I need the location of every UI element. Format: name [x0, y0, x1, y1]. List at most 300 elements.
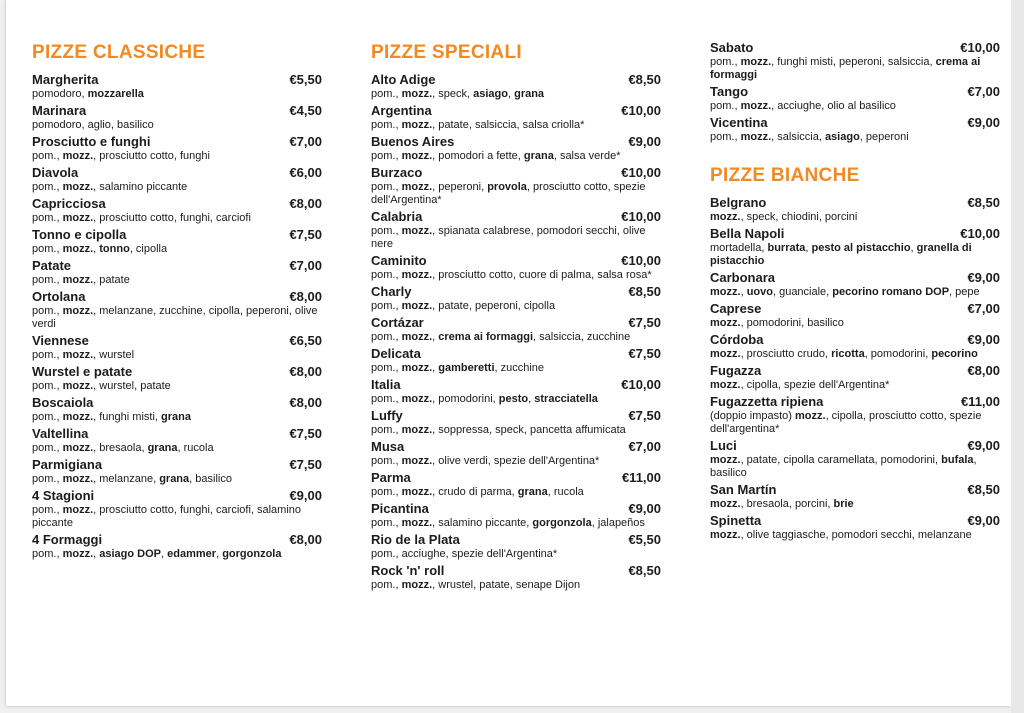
ingredient-text: , pomodorini,: [864, 348, 932, 360]
menu-item-header: [710, 40, 1000, 56]
menu-item: [32, 457, 322, 486]
menu-item-ingredients: [32, 274, 322, 287]
menu-item-header: [32, 165, 322, 181]
ingredient-highlight: crema ai formaggi: [438, 331, 534, 343]
menu-item-ingredients: [371, 579, 661, 592]
menu-item-header: [371, 209, 661, 225]
menu-item-name: Burzaco: [371, 165, 423, 180]
ingredient-text: , peperoni: [859, 131, 909, 143]
ingredient-text: , basilico: [710, 454, 977, 479]
menu-item-header: [371, 72, 661, 88]
menu-item: [32, 488, 322, 530]
menu-item-header: [371, 439, 661, 455]
ingredient-text: pom.,: [32, 212, 63, 224]
menu-item-name: Delicata: [371, 346, 421, 361]
section-spacer: [710, 146, 1000, 163]
menu-item-name: Charly: [371, 284, 412, 299]
ingredient-text: , cipolla, spezie dell'Argentina*: [740, 379, 890, 391]
menu-item-ingredients: [32, 119, 322, 132]
menu-item-price: €7,50: [628, 346, 661, 361]
menu-item-price: €7,50: [628, 408, 661, 423]
menu-item-price: €10,00: [960, 40, 1000, 55]
ingredient-text: , basilico: [189, 473, 232, 485]
ingredient-highlight: tonno: [99, 243, 130, 255]
ingredient-highlight: asiago DOP: [99, 548, 162, 560]
menu-item-header: [710, 394, 1000, 410]
ingredient-text: pom.,: [371, 119, 402, 131]
ingredient-highlight: mozz.: [62, 150, 94, 162]
menu-item-ingredients: [32, 504, 322, 530]
ingredient-text: pom.,: [710, 56, 741, 68]
menu-item-header: [371, 377, 661, 393]
ingredient-text: , patate, cipolla caramellata, pomodorini,: [740, 454, 942, 466]
ingredient-text: pom.,: [32, 150, 63, 162]
section-title: PIZZE SPECIALI: [371, 42, 522, 63]
ingredient-text: , guanciale,: [772, 286, 833, 298]
menu-item: [710, 332, 1000, 361]
menu-item-header: [32, 258, 322, 274]
ingredient-highlight: stracciatella: [534, 393, 598, 405]
menu-item-header: [371, 253, 661, 269]
ingredient-highlight: asiago: [824, 131, 860, 143]
ingredient-highlight: mozz.: [401, 181, 433, 193]
menu-item-ingredients: [371, 225, 661, 251]
menu-item-price: €9,00: [628, 134, 661, 149]
menu-item: [710, 301, 1000, 330]
ingredient-text: , prosciutto cotto, cuore di palma, salsa rosa*: [432, 269, 652, 281]
menu-item-header: [32, 227, 322, 243]
menu-item-name: Cortázar: [371, 315, 424, 330]
menu-item-ingredients: [710, 410, 1000, 436]
menu-item-header: [371, 501, 661, 517]
ingredient-text: pom.,: [32, 548, 63, 560]
ingredient-text: , melanzane, zucchine, cipolla, peperoni, olive verdi: [32, 305, 318, 330]
ingredient-text: pom.,: [32, 181, 63, 193]
menu-item-ingredients: [710, 454, 1000, 480]
menu-item-ingredients: [710, 317, 1000, 330]
menu-item: [371, 532, 661, 561]
ingredient-text: , salamino piccante: [93, 181, 188, 193]
ingredient-highlight: mozz.: [710, 379, 741, 391]
menu-item-ingredients: [32, 380, 322, 393]
ingredient-text: ,: [432, 331, 439, 343]
ingredient-text: pom.,: [32, 411, 63, 423]
ingredient-text: pom.,: [371, 150, 402, 162]
menu-item-name: Ortolana: [32, 289, 86, 304]
menu-item: [371, 103, 661, 132]
menu-item-name: Belgrano: [710, 195, 767, 210]
menu-item-header: [371, 284, 661, 300]
ingredient-highlight: gorgonzola: [222, 548, 282, 560]
menu-item-price: €9,00: [967, 438, 1000, 453]
ingredient-highlight: mozz.: [401, 269, 433, 281]
menu-item-price: €7,50: [289, 227, 322, 242]
menu-item-header: [371, 408, 661, 424]
ingredient-highlight: mozz.: [401, 225, 433, 237]
menu-item-name: Viennese: [32, 333, 89, 348]
menu-item: [32, 333, 322, 362]
ingredient-text: pom.,: [32, 349, 63, 361]
menu-item-header: [32, 457, 322, 473]
ingredient-text: , patate, salsiccia, salsa criolla*: [432, 119, 585, 131]
menu-item-name: 4 Stagioni: [32, 488, 95, 503]
menu-item: [710, 270, 1000, 299]
ingredient-highlight: pecorino: [931, 348, 978, 360]
ingredient-text: , prosciutto crudo,: [740, 348, 832, 360]
menu-item: [32, 258, 322, 287]
menu-item-header: [371, 532, 661, 548]
menu-item-price: €8,50: [628, 563, 661, 578]
ingredient-text: pomodoro, aglio, basilico: [32, 119, 154, 131]
ingredient-highlight: mozz.: [62, 349, 94, 361]
ingredient-highlight: gamberetti: [438, 362, 495, 374]
menu-item-name: Buenos Aires: [371, 134, 455, 149]
ingredient-highlight: mozz.: [740, 100, 772, 112]
ingredient-text: , spianata calabrese, pomodori secchi, olive nere: [371, 225, 646, 250]
ingredient-text: pom.,: [32, 473, 63, 485]
ingredient-text: , olive verdi, spezie dell'Argentina*: [432, 455, 600, 467]
menu-item-ingredients: [371, 393, 661, 406]
menu-item-name: Luci: [710, 438, 737, 453]
menu-item-ingredients: [371, 150, 661, 163]
ingredient-highlight: mozz.: [62, 411, 94, 423]
menu-item-ingredients: [371, 517, 661, 530]
menu-item-name: Córdoba: [710, 332, 764, 347]
ingredient-highlight: mozz.: [401, 331, 433, 343]
menu-item: [371, 165, 661, 207]
ingredient-highlight: granella di pistacchio: [710, 242, 972, 267]
ingredient-text: , crudo di parma,: [432, 486, 518, 498]
ingredient-text: , prosciutto cotto, spezie dell'Argentina*: [371, 181, 646, 206]
ingredient-text: , jalapeños: [591, 517, 645, 529]
menu-item-price: €7,50: [628, 315, 661, 330]
menu-item-ingredients: [371, 269, 661, 282]
menu-item: [32, 134, 322, 163]
ingredient-highlight: gorgonzola: [532, 517, 592, 529]
ingredient-highlight: mozz.: [62, 380, 94, 392]
menu-item-name: Prosciutto e funghi: [32, 134, 151, 149]
menu-item: [710, 115, 1000, 144]
ingredient-highlight: pecorino romano DOP: [832, 286, 950, 298]
ingredient-text: , patate: [93, 274, 130, 286]
ingredient-highlight: grana: [159, 473, 190, 485]
ingredient-text: pom.,: [371, 181, 402, 193]
ingredient-highlight: mozz.: [62, 473, 94, 485]
menu-item-header: [371, 346, 661, 362]
menu-item-header: [32, 532, 322, 548]
ingredient-text: pom.,: [710, 131, 741, 143]
ingredient-text: ,: [740, 286, 747, 298]
menu-item-header: [32, 134, 322, 150]
menu-item-price: €7,50: [289, 457, 322, 472]
menu-item-price: €8,00: [289, 289, 322, 304]
menu-item-ingredients: [710, 56, 1000, 82]
ingredient-text: pom.,: [371, 486, 402, 498]
menu-item-name: Diavola: [32, 165, 79, 180]
menu-item-header: [710, 438, 1000, 454]
menu-item: [371, 501, 661, 530]
ingredient-highlight: bufala: [941, 454, 974, 466]
ingredient-text: , prosciutto cotto, funghi: [93, 150, 210, 162]
ingredient-text: pom.,: [371, 331, 402, 343]
menu-item: [710, 394, 1000, 436]
menu-item-ingredients: [371, 362, 661, 375]
menu-item-price: €9,00: [967, 115, 1000, 130]
ingredient-highlight: mozz.: [62, 305, 94, 317]
ingredient-text: pom.,: [32, 305, 63, 317]
menu-item-name: Margherita: [32, 72, 99, 87]
ingredient-text: pom.,: [371, 424, 402, 436]
ingredient-text: pom.,: [32, 274, 63, 286]
menu-item-price: €10,00: [621, 165, 661, 180]
menu-item-name: Parma: [371, 470, 411, 485]
ingredient-highlight: mozz.: [62, 504, 94, 516]
menu-item-name: Picantina: [371, 501, 429, 516]
ingredient-highlight: mozz.: [401, 300, 433, 312]
menu-item-ingredients: [371, 548, 661, 561]
menu-item-name: Marinara: [32, 103, 87, 118]
ingredient-text: , salsa verde*: [553, 150, 621, 162]
menu-item-ingredients: [371, 424, 661, 437]
menu-item: [371, 134, 661, 163]
menu-item-price: €9,00: [967, 332, 1000, 347]
menu-item: [32, 196, 322, 225]
menu-item-ingredients: [371, 119, 661, 132]
menu-item: [32, 72, 322, 101]
ingredient-text: , pomodorini, basilico: [740, 317, 844, 329]
ingredient-highlight: mozz.: [401, 579, 433, 591]
ingredient-highlight: grana: [147, 442, 178, 454]
menu-item-header: [32, 333, 322, 349]
ingredient-text: , pomodorini,: [432, 393, 499, 405]
menu-item-header: [32, 72, 322, 88]
ingredient-highlight: mozz.: [401, 88, 433, 100]
ingredient-text: , bresaola,: [93, 442, 148, 454]
menu-item-name: Calabria: [371, 209, 423, 224]
menu-item: [32, 532, 322, 561]
menu-item: [371, 72, 661, 101]
menu-item-price: €4,50: [289, 103, 322, 118]
menu-item-ingredients: [32, 150, 322, 163]
ingredient-text: (doppio impasto): [710, 410, 795, 422]
ingredient-highlight: grana: [514, 88, 545, 100]
ingredient-highlight: mozz.: [795, 410, 826, 422]
menu-item-price: €9,00: [628, 501, 661, 516]
ingredient-highlight: edammer: [167, 548, 217, 560]
menu-item-price: €10,00: [621, 377, 661, 392]
ingredient-highlight: mozz.: [401, 150, 433, 162]
ingredient-highlight: mozz.: [62, 442, 94, 454]
ingredient-highlight: brie: [833, 498, 854, 510]
ingredient-highlight: mozz.: [401, 486, 433, 498]
menu-item-name: Sabato: [710, 40, 754, 55]
ingredient-highlight: mozz.: [401, 393, 433, 405]
menu-item: [371, 470, 661, 499]
ingredient-text: , prosciutto cotto, funghi, carciofi, salamino piccante: [32, 504, 302, 529]
menu-item-ingredients: [32, 181, 322, 194]
ingredient-highlight: uovo: [746, 286, 773, 298]
menu-item-name: Wurstel e patate: [32, 364, 133, 379]
menu-item-name: Capricciosa: [32, 196, 106, 211]
ingredient-highlight: grana: [523, 150, 554, 162]
menu-item-price: €5,50: [289, 72, 322, 87]
menu-item-ingredients: [32, 88, 322, 101]
ingredient-text: pom.,: [371, 269, 402, 281]
ingredient-text: , salsiccia, zucchine: [533, 331, 631, 343]
menu-item-header: [371, 165, 661, 181]
ingredient-highlight: mozz.: [62, 212, 94, 224]
menu-item-ingredients: [710, 498, 1000, 511]
menu-item: [710, 195, 1000, 224]
menu-item: [371, 253, 661, 282]
ingredient-text: , pepe: [949, 286, 980, 298]
menu-item-header: [32, 488, 322, 504]
section-title: PIZZE CLASSICHE: [32, 42, 206, 63]
ingredient-highlight: mozz.: [401, 455, 433, 467]
menu-item-price: €6,50: [289, 333, 322, 348]
menu-item-price: €7,00: [628, 439, 661, 454]
ingredient-text: , salsiccia,: [771, 131, 825, 143]
menu-item-ingredients: [710, 529, 1000, 542]
menu-item: [371, 439, 661, 468]
ingredient-text: , funghi misti,: [93, 411, 161, 423]
menu-item-price: €8,00: [289, 532, 322, 547]
menu-item-price: €5,50: [628, 532, 661, 547]
ingredient-text: , speck,: [432, 88, 474, 100]
menu-item-name: Valtellina: [32, 426, 89, 441]
menu-item-header: [710, 301, 1000, 317]
ingredient-highlight: mozz.: [710, 454, 741, 466]
ingredient-text: , acciughe, olio al basilico: [771, 100, 896, 112]
menu-item-price: €8,00: [289, 364, 322, 379]
menu-item-name: 4 Formaggi: [32, 532, 103, 547]
menu-item-price: €8,50: [628, 72, 661, 87]
menu-item-price: €8,00: [289, 395, 322, 410]
menu-item-ingredients: [371, 181, 661, 207]
menu-item: [32, 103, 322, 132]
menu-item-name: Fugazzetta ripiena: [710, 394, 824, 409]
menu-item-header: [371, 470, 661, 486]
menu-item-price: €10,00: [621, 253, 661, 268]
menu-item-price: €7,50: [289, 426, 322, 441]
menu-item-price: €11,00: [960, 394, 1000, 409]
ingredient-text: pom.,: [371, 88, 402, 100]
ingredient-highlight: mozz.: [710, 348, 741, 360]
ingredient-text: ,: [507, 88, 515, 100]
menu-item-name: Alto Adige: [371, 72, 436, 87]
ingredient-text: mortadella,: [710, 242, 768, 254]
menu-item-price: €8,00: [967, 363, 1000, 378]
ingredient-text: , salamino piccante,: [432, 517, 533, 529]
menu-item: [32, 227, 322, 256]
menu-item-price: €8,50: [628, 284, 661, 299]
menu-item-name: Bella Napoli: [710, 226, 785, 241]
ingredient-text: ,: [93, 243, 100, 255]
ingredient-text: pom.,: [371, 455, 402, 467]
menu-item-header: [710, 270, 1000, 286]
menu-item-ingredients: [710, 131, 1000, 144]
menu-item-ingredients: [32, 442, 322, 455]
menu-item-ingredients: [371, 331, 661, 344]
menu-item-name: Rio de la Plata: [371, 532, 460, 547]
menu-page: [6, 0, 1011, 706]
ingredient-highlight: mozz.: [62, 181, 94, 193]
menu-item: [371, 315, 661, 344]
ingredient-text: pomodoro,: [32, 88, 88, 100]
menu-item-name: Patate: [32, 258, 72, 273]
ingredient-highlight: mozz.: [401, 119, 433, 131]
ingredient-highlight: mozz.: [62, 243, 94, 255]
menu-item: [710, 363, 1000, 392]
menu-item: [371, 284, 661, 313]
ingredient-text: , wurstel, patate: [93, 380, 171, 392]
menu-item-header: [32, 196, 322, 212]
menu-item: [32, 364, 322, 393]
ingredient-text: pom.,: [371, 517, 402, 529]
menu-item-name: Luffy: [371, 408, 403, 423]
menu-item-header: [710, 195, 1000, 211]
menu-item-price: €10,00: [621, 103, 661, 118]
ingredient-text: ,: [93, 548, 100, 560]
menu-item-price: €9,00: [967, 513, 1000, 528]
menu-item: [710, 438, 1000, 480]
ingredient-text: , melanzane,: [93, 473, 160, 485]
ingredient-highlight: mozz.: [62, 548, 94, 560]
menu-item-header: [710, 115, 1000, 131]
ingredient-highlight: grana: [517, 486, 548, 498]
menu-item-name: Tonno e cipolla: [32, 227, 127, 242]
menu-item-name: Vicentina: [710, 115, 768, 130]
menu-item-ingredients: [32, 243, 322, 256]
ingredient-highlight: mozz.: [710, 211, 741, 223]
ingredient-highlight: ricotta: [831, 348, 865, 360]
ingredient-text: pom.,: [371, 300, 402, 312]
menu-item-header: [710, 332, 1000, 348]
menu-item-name: Italia: [371, 377, 401, 392]
scrollbar-track[interactable]: [1011, 0, 1024, 713]
ingredient-text: , cipolla: [129, 243, 168, 255]
ingredient-text: , peperoni,: [432, 181, 488, 193]
ingredient-text: pom.,: [32, 504, 63, 516]
menu-item-name: Caprese: [710, 301, 762, 316]
ingredient-highlight: asiago: [473, 88, 508, 100]
ingredient-highlight: mozz.: [401, 517, 433, 529]
menu-item-price: €7,00: [967, 84, 1000, 99]
section-title: PIZZE BIANCHE: [710, 165, 860, 186]
menu-item: [32, 289, 322, 331]
menu-item-ingredients: [32, 473, 322, 486]
menu-item-price: €6,00: [289, 165, 322, 180]
menu-item-header: [371, 563, 661, 579]
menu-item-name: Parmigiana: [32, 457, 103, 472]
menu-item-header: [371, 134, 661, 150]
menu-item-name: Caminito: [371, 253, 427, 268]
menu-item: [32, 165, 322, 194]
menu-item-price: €7,00: [967, 301, 1000, 316]
ingredient-text: , zucchine: [494, 362, 545, 374]
ingredient-text: pom., acciughe, spezie dell'Argentina*: [371, 548, 558, 560]
menu-item-header: [32, 426, 322, 442]
menu-column-2: [371, 40, 661, 594]
menu-item: [371, 563, 661, 592]
menu-item-header: [710, 226, 1000, 242]
menu-item-name: Tango: [710, 84, 749, 99]
menu-item-name: Fugazza: [710, 363, 762, 378]
menu-item-name: Carbonara: [710, 270, 776, 285]
menu-item: [710, 40, 1000, 82]
menu-item-name: Musa: [371, 439, 405, 454]
ingredient-text: , olive taggiasche, pomodori secchi, melanzane: [740, 529, 972, 541]
